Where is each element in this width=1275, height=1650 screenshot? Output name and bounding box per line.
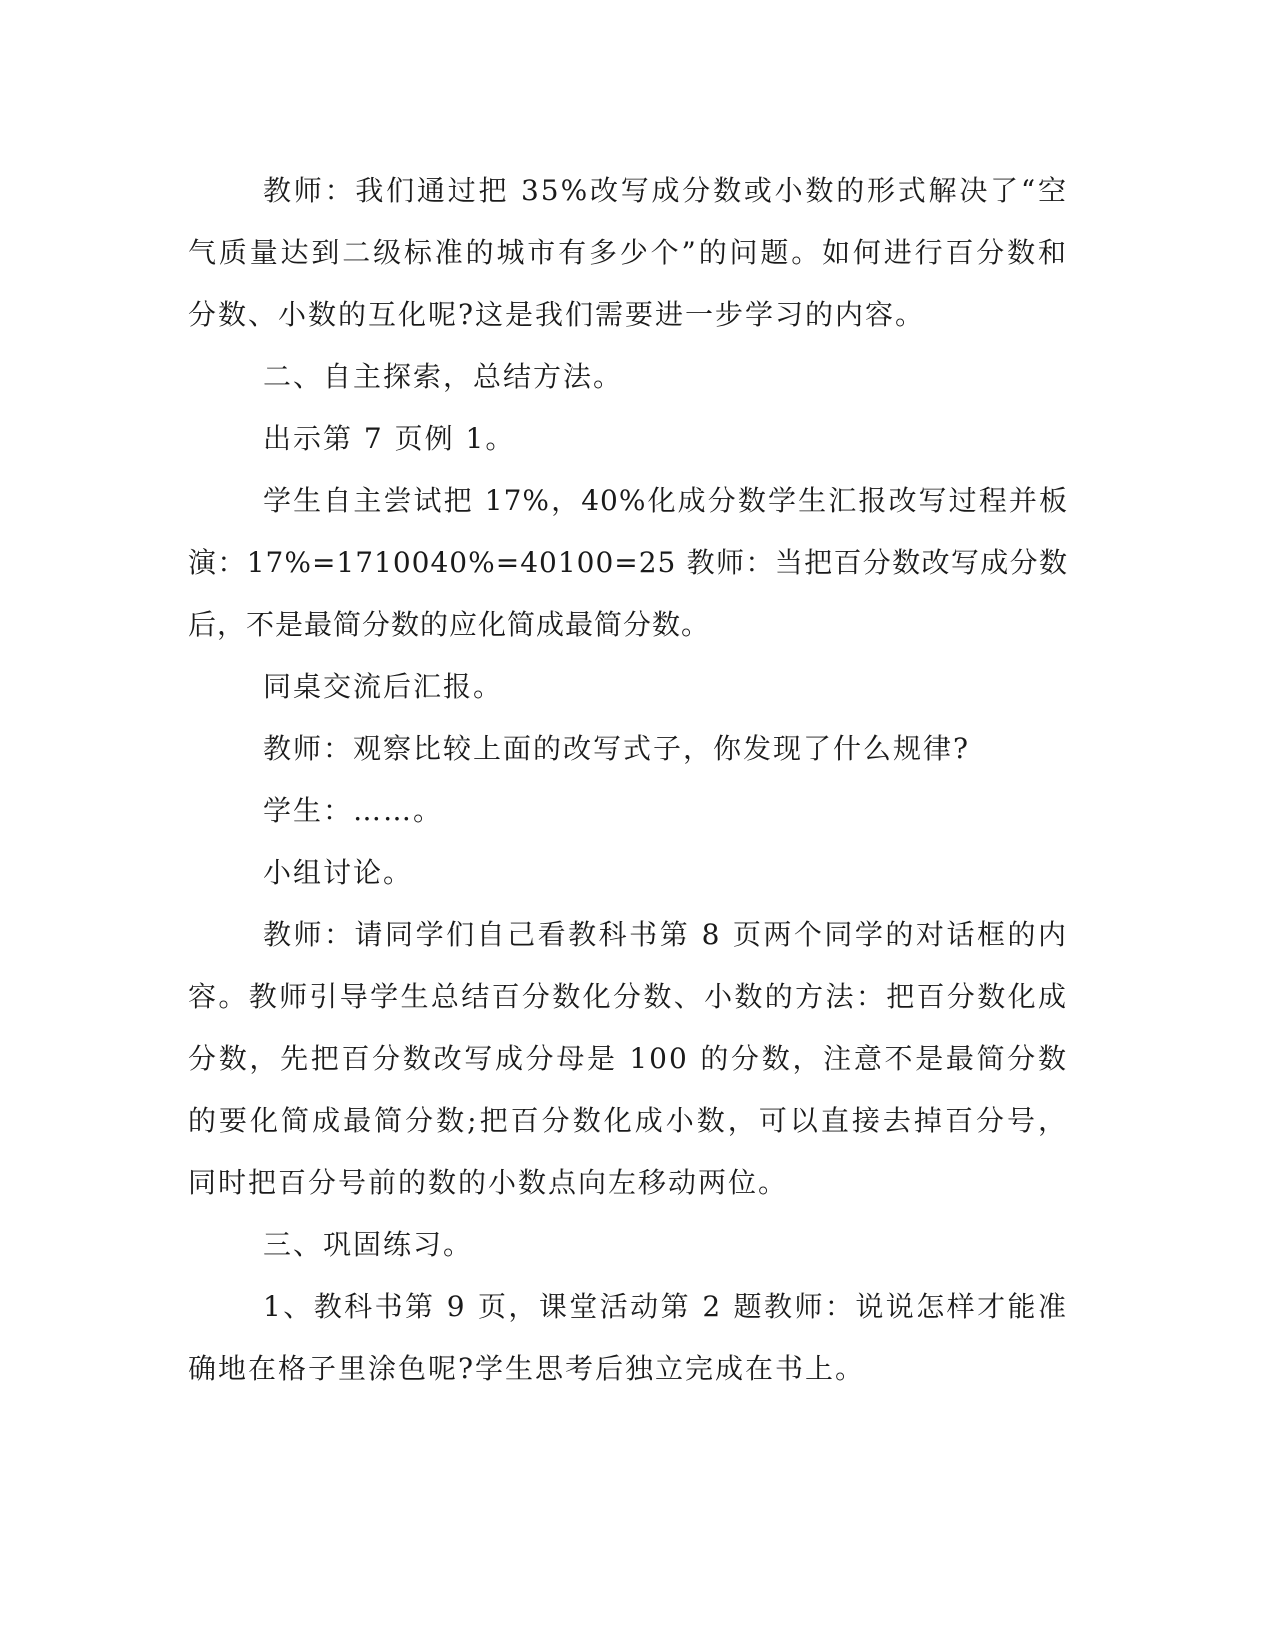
paragraph-teacher-intro: 教师：我们通过把 35%改写成分数或小数的形式解决了“空气质量达到二级标准的城市有多少个”的问题。如何进行百分数和分数、小数的互化呢?这是我们需要进一步学习的内容。 (188, 174, 1068, 331)
paragraph-exercise-1: 1、教科书第 9 页，课堂活动第 2 题教师：说说怎样才能准确地在格子里涂色呢?学生思考后独立完成在书上。 (188, 1290, 1068, 1385)
paragraph-desk-partner: 同桌交流后汇报。 (263, 670, 504, 703)
paragraph-teacher-summary: 教师：请同学们自己看教科书第 8 页两个同学的对话框的内容。教师引导学生总结百分数化分数、小数的方法：把百分数化成分数，先把百分数改写成分母是 100 的分数，注意不是最简分数的要化简成最简分数;把百分数化成小数，可以直接去掉百分号，同时把百分号前的数的小数点向左移动两位。 (188, 918, 1068, 1199)
paragraph-teacher-observe: 教师：观察比较上面的改写式子，你发现了什么规律? (263, 732, 971, 765)
paragraph-student-reply: 学生：……。 (263, 794, 444, 827)
paragraph-group-discussion: 小组讨论。 (263, 856, 414, 889)
section-heading-explore: 二、自主探索，总结方法。 (263, 360, 624, 393)
section-heading-practice: 三、巩固练习。 (263, 1228, 474, 1261)
document-body (188, 160, 1068, 1400)
paragraph-show-example: 出示第 7 页例 1。 (263, 422, 516, 455)
paragraph-student-attempt: 学生自主尝试把 17%，40%化成分数学生汇报改写过程并板演：17%=1710040%=40100=25 教师：当把百分数改写成分数后，不是最简分数的应化简成最简分数。 (188, 484, 1068, 641)
